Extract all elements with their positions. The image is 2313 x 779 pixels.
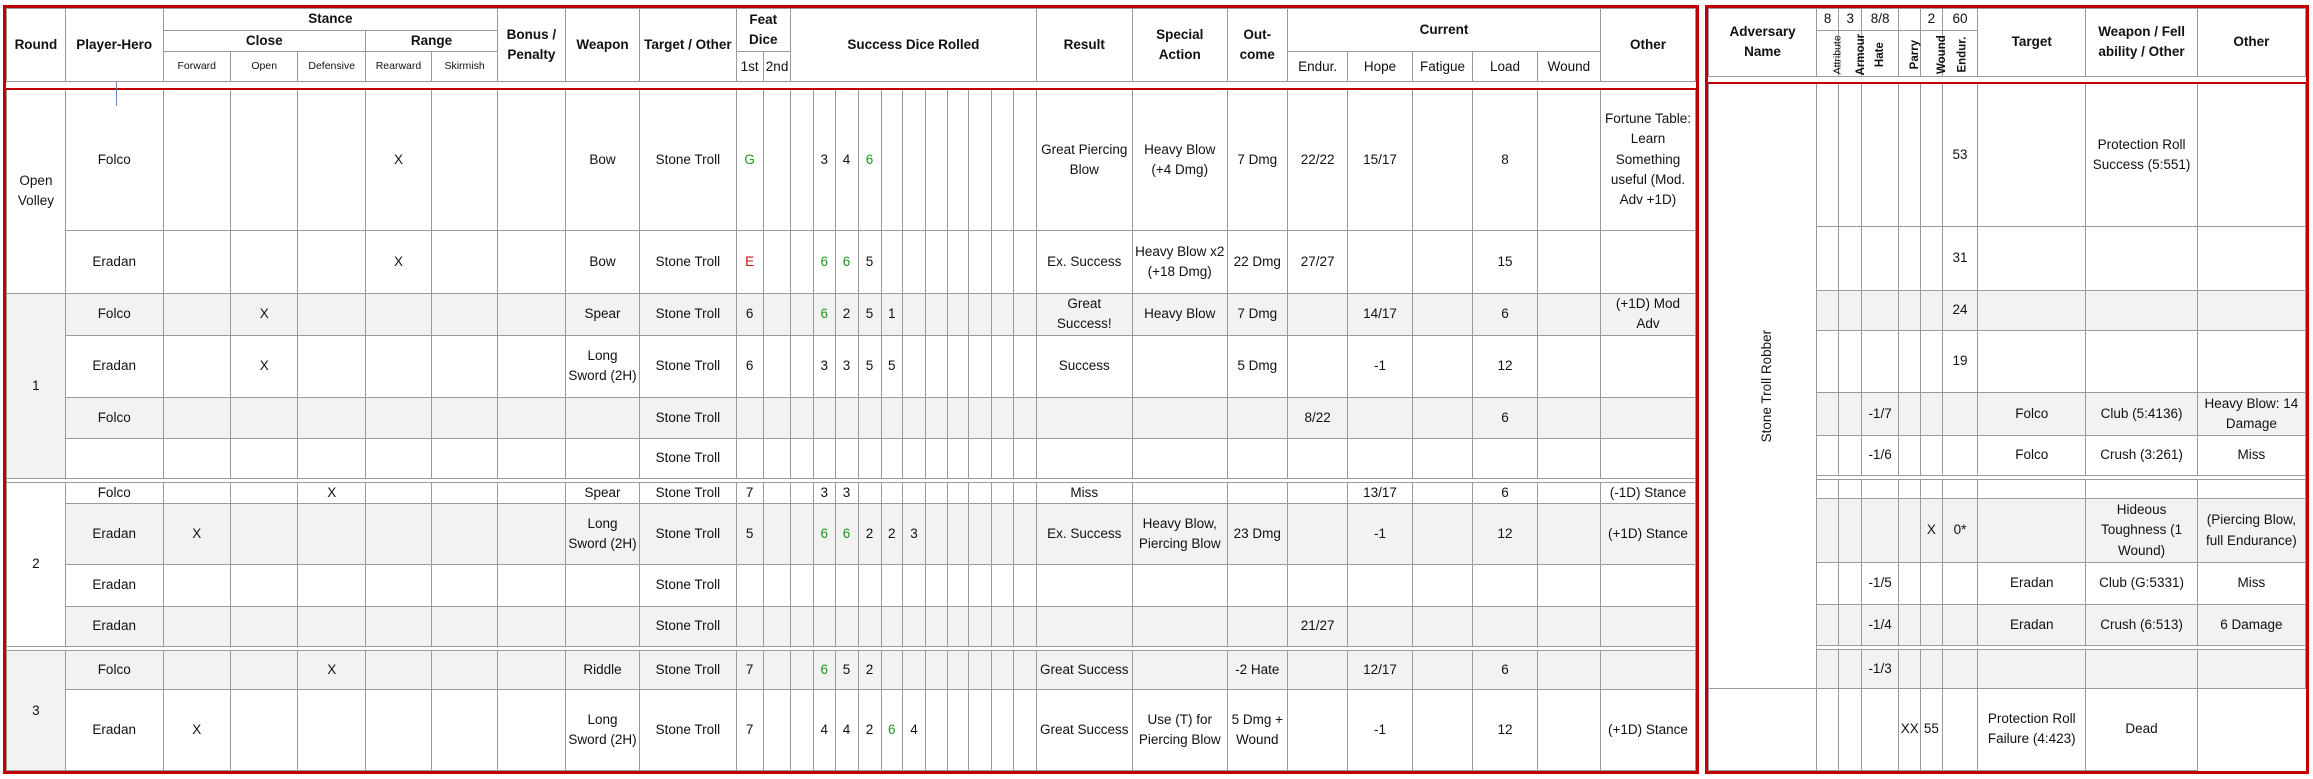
header-target-other: Target / Other xyxy=(640,9,736,82)
hope-cell: 14/17 xyxy=(1348,293,1413,335)
header-player-hero: Player-Hero xyxy=(65,9,163,82)
header-defensive: Defensive xyxy=(298,52,365,82)
header-endur: Endur. xyxy=(1942,30,1977,76)
outcome-cell: 7 Dmg xyxy=(1227,89,1287,231)
adv-endur-cell: 0* xyxy=(1942,499,1977,562)
adv-target-cell: Folco xyxy=(1978,393,2086,436)
target-cell: Stone Troll xyxy=(640,439,736,479)
feat-die-1: G xyxy=(736,89,763,231)
endur-cell: 22/22 xyxy=(1287,89,1347,231)
header-other: Other xyxy=(1600,9,1695,82)
hero-combat-log-table xyxy=(3,5,1699,774)
header-weapon-fell: Weapon / Fell ability / Other xyxy=(2086,9,2197,77)
load-cell: 6 xyxy=(1473,397,1538,439)
stat-hate-value: 8/8 xyxy=(1862,9,1898,31)
result-cell: Great Success! xyxy=(1036,293,1132,335)
header-endur: Endur. xyxy=(1287,52,1347,82)
target-cell: Stone Troll xyxy=(640,89,736,231)
result-cell: Great Piercing Blow xyxy=(1036,89,1132,231)
hero-cell: Eradan xyxy=(65,335,163,397)
outcome-cell: 5 Dmg + Wound xyxy=(1227,689,1287,770)
adv-weapon-cell: Club (G:5331) xyxy=(2086,562,2197,604)
header-feat-1st: 1st xyxy=(736,52,763,82)
adversary-name-cell: Stone Troll Robber xyxy=(1709,83,1817,688)
outcome-cell: 23 Dmg xyxy=(1227,504,1287,565)
adv-hate-cell: -1/3 xyxy=(1862,649,1898,688)
adv-wound-cell: XX xyxy=(1898,688,1920,770)
hope-cell: -1 xyxy=(1348,504,1413,565)
load-cell: 6 xyxy=(1473,651,1538,690)
stat-parry-value xyxy=(1898,9,1920,31)
success-die: 5 xyxy=(858,335,881,397)
header-attribute: Attribute xyxy=(1817,30,1839,76)
header-feat-dice: Feat Dice xyxy=(736,9,791,52)
endur-cell: 21/27 xyxy=(1287,606,1347,647)
header-hope: Hope xyxy=(1348,52,1413,82)
other-cell: (+1D) Stance xyxy=(1600,689,1695,770)
stance-forward: X xyxy=(163,689,230,770)
adv-target-cell: Eradan xyxy=(1978,562,2086,604)
target-cell: Stone Troll xyxy=(640,482,736,504)
header-skirmish: Skirmish xyxy=(432,52,498,82)
success-die: 5 xyxy=(858,230,881,293)
target-cell: Stone Troll xyxy=(640,397,736,439)
feat-die-1: 7 xyxy=(736,689,763,770)
adv-endur-cell: 31 xyxy=(1942,227,1977,291)
weapon-cell: Long Sword (2H) xyxy=(565,504,640,565)
success-die: 6 xyxy=(881,689,903,770)
hero-cell: Eradan xyxy=(65,689,163,770)
success-die: 4 xyxy=(835,689,858,770)
success-die: 6 xyxy=(835,504,858,565)
adv-other-cell: Dead xyxy=(2086,688,2197,770)
adversary-table xyxy=(1705,5,2309,774)
feat-die-1: 6 xyxy=(736,293,763,335)
header-range: Range xyxy=(365,30,497,52)
success-die: 4 xyxy=(814,689,836,770)
success-die: 3 xyxy=(814,482,836,504)
special-action-cell: Heavy Blow (+4 Dmg) xyxy=(1132,89,1227,231)
round-cell: 2 xyxy=(7,482,66,646)
adv-hate-cell: -1/4 xyxy=(1862,604,1898,645)
adv-other-cell: Miss xyxy=(2197,435,2305,475)
hero-table xyxy=(6,8,1696,771)
weapon-cell: Bow xyxy=(565,230,640,293)
success-die: 4 xyxy=(835,89,858,231)
success-die: 3 xyxy=(814,335,836,397)
success-die: 6 xyxy=(814,230,836,293)
result-cell: Miss xyxy=(1036,482,1132,504)
feat-die-1: 5 xyxy=(736,504,763,565)
round-cell: 3 xyxy=(7,651,66,771)
adv-other-cell: Miss xyxy=(2197,562,2305,604)
header-close: Close xyxy=(163,30,365,52)
header-current: Current xyxy=(1287,9,1600,52)
success-die: 2 xyxy=(835,293,858,335)
hero-cell: Folco xyxy=(65,89,163,231)
header-other: Other xyxy=(2197,9,2305,77)
feat-die-1: 7 xyxy=(736,651,763,690)
load-cell: 6 xyxy=(1473,482,1538,504)
success-die: 3 xyxy=(814,89,836,231)
hero-cell: Eradan xyxy=(65,230,163,293)
adv-other-cell: Heavy Blow: 14 Damage xyxy=(2197,393,2305,436)
adv-wound-cell: X xyxy=(1920,499,1942,562)
target-cell: Stone Troll xyxy=(640,504,736,565)
adv-endur-cell: 53 xyxy=(1942,83,1977,227)
header-result: Result xyxy=(1036,9,1132,82)
feat-die-1: 7 xyxy=(736,482,763,504)
weapon-cell: Spear xyxy=(565,293,640,335)
adv-weapon-cell: Crush (6:513) xyxy=(2086,604,2197,645)
stat-wound-value: 2 xyxy=(1920,9,1942,31)
outcome-cell: 7 Dmg xyxy=(1227,293,1287,335)
load-cell: 6 xyxy=(1473,293,1538,335)
load-cell: 15 xyxy=(1473,230,1538,293)
success-die: 6 xyxy=(814,504,836,565)
result-cell: Ex. Success xyxy=(1036,504,1132,565)
success-die: 5 xyxy=(858,293,881,335)
header-load: Load xyxy=(1473,52,1538,82)
target-cell: Stone Troll xyxy=(640,689,736,770)
stance-open: X xyxy=(231,335,298,397)
header-parry: Parry xyxy=(1898,30,1920,76)
weapon-cell: Long Sword (2H) xyxy=(565,689,640,770)
header-feat-2nd: 2nd xyxy=(763,52,790,82)
endur-cell: 8/22 xyxy=(1287,397,1347,439)
stat-endur-value: 60 xyxy=(1942,9,1977,31)
round-cell: 1 xyxy=(7,293,66,478)
header-weapon: Weapon xyxy=(565,9,640,82)
hope-cell: -1 xyxy=(1348,335,1413,397)
header-wound: Wound xyxy=(1920,30,1942,76)
load-cell: 12 xyxy=(1473,504,1538,565)
hope-cell: -1 xyxy=(1348,689,1413,770)
header-open: Open xyxy=(231,52,298,82)
text-cursor xyxy=(116,82,117,106)
adv-hate-cell: -1/7 xyxy=(1862,393,1898,436)
load-cell: 12 xyxy=(1473,689,1538,770)
header-armour: Armour xyxy=(1839,30,1862,76)
hero-cell: Eradan xyxy=(65,606,163,647)
success-die: 5 xyxy=(881,335,903,397)
other-cell: (+1D) Mod Adv xyxy=(1600,293,1695,335)
hope-cell: 12/17 xyxy=(1348,651,1413,690)
success-die: 3 xyxy=(835,482,858,504)
adv-other-cell: (Piercing Blow, full Endurance) xyxy=(2197,499,2305,562)
result-cell: Success xyxy=(1036,335,1132,397)
endur-cell: 27/27 xyxy=(1287,230,1347,293)
header-success-dice: Success Dice Rolled xyxy=(791,9,1037,82)
success-die: 6 xyxy=(835,230,858,293)
weapon-cell: Bow xyxy=(565,89,640,231)
adv-endur-cell: 24 xyxy=(1942,290,1977,330)
target-cell: Stone Troll xyxy=(640,293,736,335)
success-die: 6 xyxy=(858,89,881,231)
result-cell: Great Success xyxy=(1036,651,1132,690)
other-cell: (-1D) Stance xyxy=(1600,482,1695,504)
outcome-cell: 5 Dmg xyxy=(1227,335,1287,397)
target-cell: Stone Troll xyxy=(640,606,736,647)
success-die: 2 xyxy=(858,504,881,565)
success-die: 3 xyxy=(903,504,926,565)
adv-weapon-cell: Crush (3:261) xyxy=(2086,435,2197,475)
adv-target-cell: Eradan xyxy=(1978,604,2086,645)
adv-weapon-cell: Protection Roll Failure (4:423) xyxy=(1978,688,2086,770)
result-cell: Great Success xyxy=(1036,689,1132,770)
stat-armour-value: 3 xyxy=(1839,9,1862,31)
round-cell: Open Volley xyxy=(7,89,66,294)
header-divider xyxy=(7,82,1696,89)
other-cell: Fortune Table: Learn Something useful (Mod. Adv +1D) xyxy=(1600,89,1695,231)
feat-die-1: E xyxy=(736,230,763,293)
feat-die-1: 6 xyxy=(736,335,763,397)
success-die: 4 xyxy=(903,689,926,770)
hero-cell: Folco xyxy=(65,293,163,335)
success-die: 6 xyxy=(814,293,836,335)
header-target: Target xyxy=(1978,9,2086,77)
special-action-cell: Heavy Blow, Piercing Blow xyxy=(1132,504,1227,565)
success-die: 2 xyxy=(858,689,881,770)
hero-cell: Eradan xyxy=(65,504,163,565)
adv-other-cell: 6 Damage xyxy=(2197,604,2305,645)
weapon-cell: Riddle xyxy=(565,651,640,690)
adv-endur-cell: 19 xyxy=(1942,330,1977,393)
stance-forward: X xyxy=(163,504,230,565)
stance-rearward: X xyxy=(365,89,431,231)
special-action-cell: Use (T) for Piercing Blow xyxy=(1132,689,1227,770)
weapon-cell: Long Sword (2H) xyxy=(565,335,640,397)
header-bonus-penalty: Bonus / Penalty xyxy=(498,9,565,82)
success-die: 1 xyxy=(881,293,903,335)
hope-cell: 13/17 xyxy=(1348,482,1413,504)
success-die: 5 xyxy=(835,651,858,690)
weapon-cell: Spear xyxy=(565,482,640,504)
special-action-cell: Heavy Blow xyxy=(1132,293,1227,335)
target-cell: Stone Troll xyxy=(640,651,736,690)
header-outcome: Out-come xyxy=(1227,9,1287,82)
header-stance: Stance xyxy=(163,9,498,31)
hero-cell: Folco xyxy=(65,482,163,504)
success-die: 2 xyxy=(881,504,903,565)
special-action-cell: Heavy Blow x2 (+18 Dmg) xyxy=(1132,230,1227,293)
success-die: 3 xyxy=(835,335,858,397)
adv-weapon-cell: Hideous Toughness (1 Wound) xyxy=(2086,499,2197,562)
other-cell: (+1D) Stance xyxy=(1600,504,1695,565)
load-cell: 12 xyxy=(1473,335,1538,397)
load-cell: 8 xyxy=(1473,89,1538,231)
header-forward: Forward xyxy=(163,52,230,82)
stance-defensive: X xyxy=(298,651,365,690)
target-cell: Stone Troll xyxy=(640,335,736,397)
adv-weapon-cell: Protection Roll Success (5:551) xyxy=(2086,83,2197,227)
header-fatigue: Fatigue xyxy=(1412,52,1472,82)
success-die: 2 xyxy=(858,651,881,690)
hero-cell: Folco xyxy=(65,397,163,439)
outcome-cell: 22 Dmg xyxy=(1227,230,1287,293)
success-die: 6 xyxy=(814,651,836,690)
outcome-cell: -2 Hate xyxy=(1227,651,1287,690)
hero-cell: Eradan xyxy=(65,565,163,607)
header-round: Round xyxy=(7,9,66,82)
adv-hate-cell: -1/5 xyxy=(1862,562,1898,604)
header-hate: Hate xyxy=(1862,30,1898,76)
stance-rearward: X xyxy=(365,230,431,293)
header-rearward: Rearward xyxy=(365,52,431,82)
target-cell: Stone Troll xyxy=(640,230,736,293)
target-cell: Stone Troll xyxy=(640,565,736,607)
stance-defensive: X xyxy=(298,482,365,504)
header-special-action: Special Action xyxy=(1132,9,1227,82)
stance-open: X xyxy=(231,293,298,335)
result-cell: Ex. Success xyxy=(1036,230,1132,293)
adversary-stats-table xyxy=(1708,8,2306,771)
stat-attribute-value: 8 xyxy=(1817,9,1839,31)
header-divider xyxy=(1709,76,2306,83)
adv-weapon-cell: Club (5:4136) xyxy=(2086,393,2197,436)
adv-endur-cell: 55 xyxy=(1920,688,1942,770)
hope-cell: 15/17 xyxy=(1348,89,1413,231)
adv-hate-cell: -1/6 xyxy=(1862,435,1898,475)
header-wound: Wound xyxy=(1537,52,1600,82)
adv-target-cell: Folco xyxy=(1978,435,2086,475)
hero-cell: Folco xyxy=(65,651,163,690)
header-adversary-name: Adversary Name xyxy=(1709,9,1817,77)
